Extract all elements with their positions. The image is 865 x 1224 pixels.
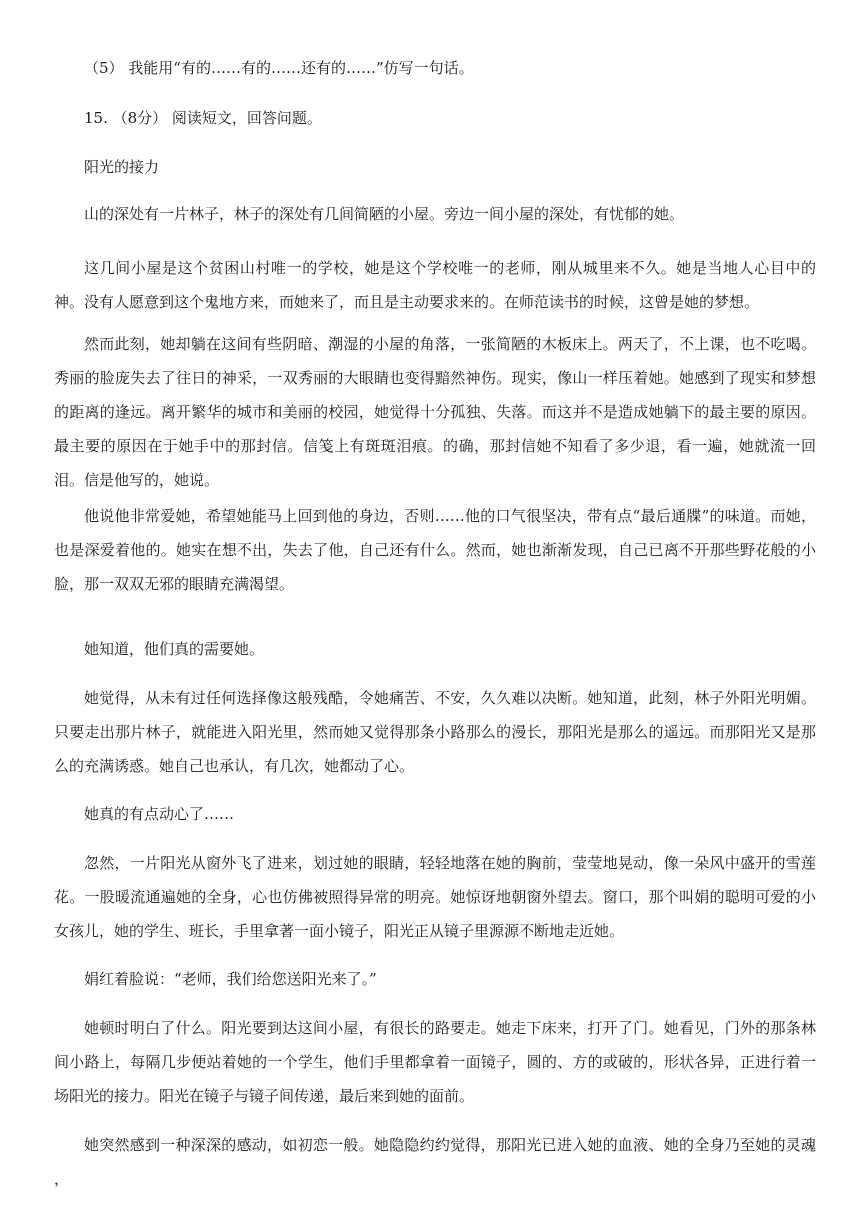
passage-paragraph: 忽然，一片阳光从窗外飞了进来，划过她的眼睛，轻轻地落在她的胸前，莹莹地晃动，像一朵风中盛开的雪莲花。一股暖流通遍她的全身，心也仿佛被照得异常的明亮。她惊讶地朝窗外望去。窗口，那个叫娟的聪明可爱的小女孩儿，她的学生、班长，手里拿著一面小镜子，阳光正从镜子里源源不断地走近她。 [54,854,816,940]
passage-paragraph: 然而此刻，她却躺在这间有些阴暗、潮湿的小屋的角落，一张简陋的木板床上。两天了，不上课，也不吃喝。秀丽的脸庞失去了往日的神采，一双秀丽的大眼睛也变得黯然神伤。现实，像山一样压着她。她感到了现实和梦想的距离的逢远。离开繁华的城市和美丽的校园，她觉得十分孤独、失落。而这并不是造成她躺下的最主要的原因。最主要的原因在于她手中的那封信。信笺上有斑斑泪痕。的确，那封信她不知看了多少退，看一遍，她就流一回泪。信是他写的，她说。 [54,335,816,489]
passage-paragraph: 她觉得，从未有过任何选择像这般残酷，令她痛苦、不安，久久难以决断。她知道，此刻，林子外阳光明媚。只要走出那片林子，就能进入阳光里，然而她又觉得那条小路那么的漫长，那阳光是那么的遥远。而那阳光又是那么的充满诱惑。她自己也承认，有几次，她都动了心。 [54,689,816,775]
passage-paragraph: 娟红着脸说：“老师，我们给您送阳光来了。” [84,970,377,988]
question-15-heading: 15. （8分） 阅读短文，回答问题。 [84,109,322,127]
passage-title: 阳光的接力 [84,158,160,176]
passage-paragraph: 这几间小屋是这个贫困山村唯一的学校，她是这个学校唯一的老师，刚从城里来不久。她是当地人心目中的神。没有人愿意到这个鬼地方来，而她来了，而且是主动要求来的。在师范读书的时候，这曾是她的梦想。 [54,259,816,311]
question-5-prompt: （5） 我能用“有的……有的……还有的……”仿写一句话。 [84,59,474,77]
passage-paragraph: 她顿时明白了什么。阳光要到达这间小屋，有很长的路要走。她走下床来，打开了门。她看见，门外的那条林间小路上，每隔几步便站着她的一个学生，他们手里都拿着一面镜子，圆的、方的或破的，形状各异，正进行着一场阳光的接力。阳光在镜子与镜子间传递，最后来到她的面前。 [54,1019,816,1105]
passage-paragraph: 他说他非常爱她，希望她能马上回到他的身边，否则……他的口气很坚决，带有点“最后通牒”的味道。而她，也是深爱着他的。她实在想不出，失去了他，自己还有什么。然而，她也渐渐发现，自己已离不开那些野花般的小脸，那一双双无邪的眼睛充满渴望。 [54,507,816,593]
passage-paragraph: 她真的有点动心了…… [84,805,235,823]
passage-paragraph: 她知道，他们真的需要她。 [84,640,265,658]
passage-paragraph: 山的深处有一片林子，林子的深处有几间简陋的小屋。旁边一间小屋的深处，有忧郁的她。 [84,205,685,223]
passage-paragraph: 她突然感到一种深深的感动，如初恋一般。她隐隐约约觉得，那阳光已进入她的血液、她的全身乃至她的灵魂 ， [54,1136,816,1188]
